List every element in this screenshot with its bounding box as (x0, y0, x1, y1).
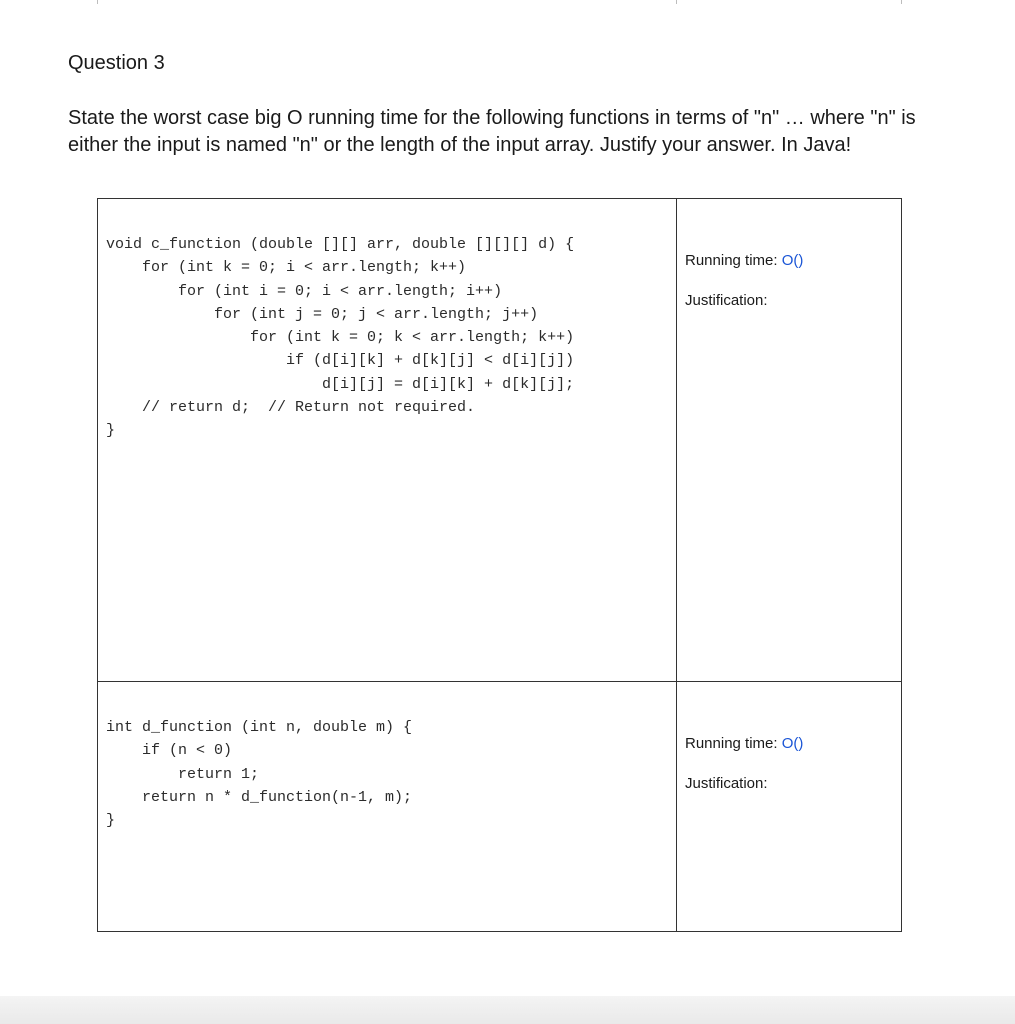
code-cell-c-function (98, 199, 677, 682)
justification-label: Justification: (685, 292, 768, 309)
page-edge-mark-left (97, 0, 98, 4)
question-title: Question 3 (68, 52, 165, 74)
running-time-label: Running time: (685, 252, 782, 269)
running-time-line (685, 734, 901, 754)
answer-cell-d-function[interactable] (677, 682, 902, 932)
question-prompt: State the worst case big O running time for the following functions in terms of "n" … where "n" is either the input is named "n" or the length of the input array. Justify your answer. In Java! (68, 107, 916, 156)
page-edge-mark-center (676, 0, 677, 4)
table-row (98, 682, 902, 932)
viewer-bottom-bar (0, 996, 1015, 1024)
code-block-d-function: int d_function (int n, double m) { if (n < 0) return 1; return n * d_function(n-1, m); } (106, 719, 413, 830)
question-table (97, 198, 902, 932)
running-time-value: O() (781, 735, 804, 752)
running-time-value: O() (781, 252, 804, 269)
running-time-label: Running time: (685, 735, 782, 752)
running-time-line (685, 251, 901, 271)
answer-cell-c-function[interactable] (677, 199, 902, 682)
code-block-c-function: void c_function (double [][] arr, double [][][] d) { for (int k = 0; i < arr.length; k++) for (int i = 0; i < arr.length; i++) for (int j = 0; j < arr.length; j++) for (int k = 0; k < arr.length; k++) if (d[i][k] + d[k][j] < d[i][j]) d[i][j] = d[i][k] + d[k][j]; // return d; // Return not required. } (106, 236, 575, 440)
page-edge-mark-right (901, 0, 902, 4)
code-cell-d-function (98, 682, 677, 932)
justification-label: Justification: (685, 775, 768, 792)
table-row (98, 199, 902, 682)
